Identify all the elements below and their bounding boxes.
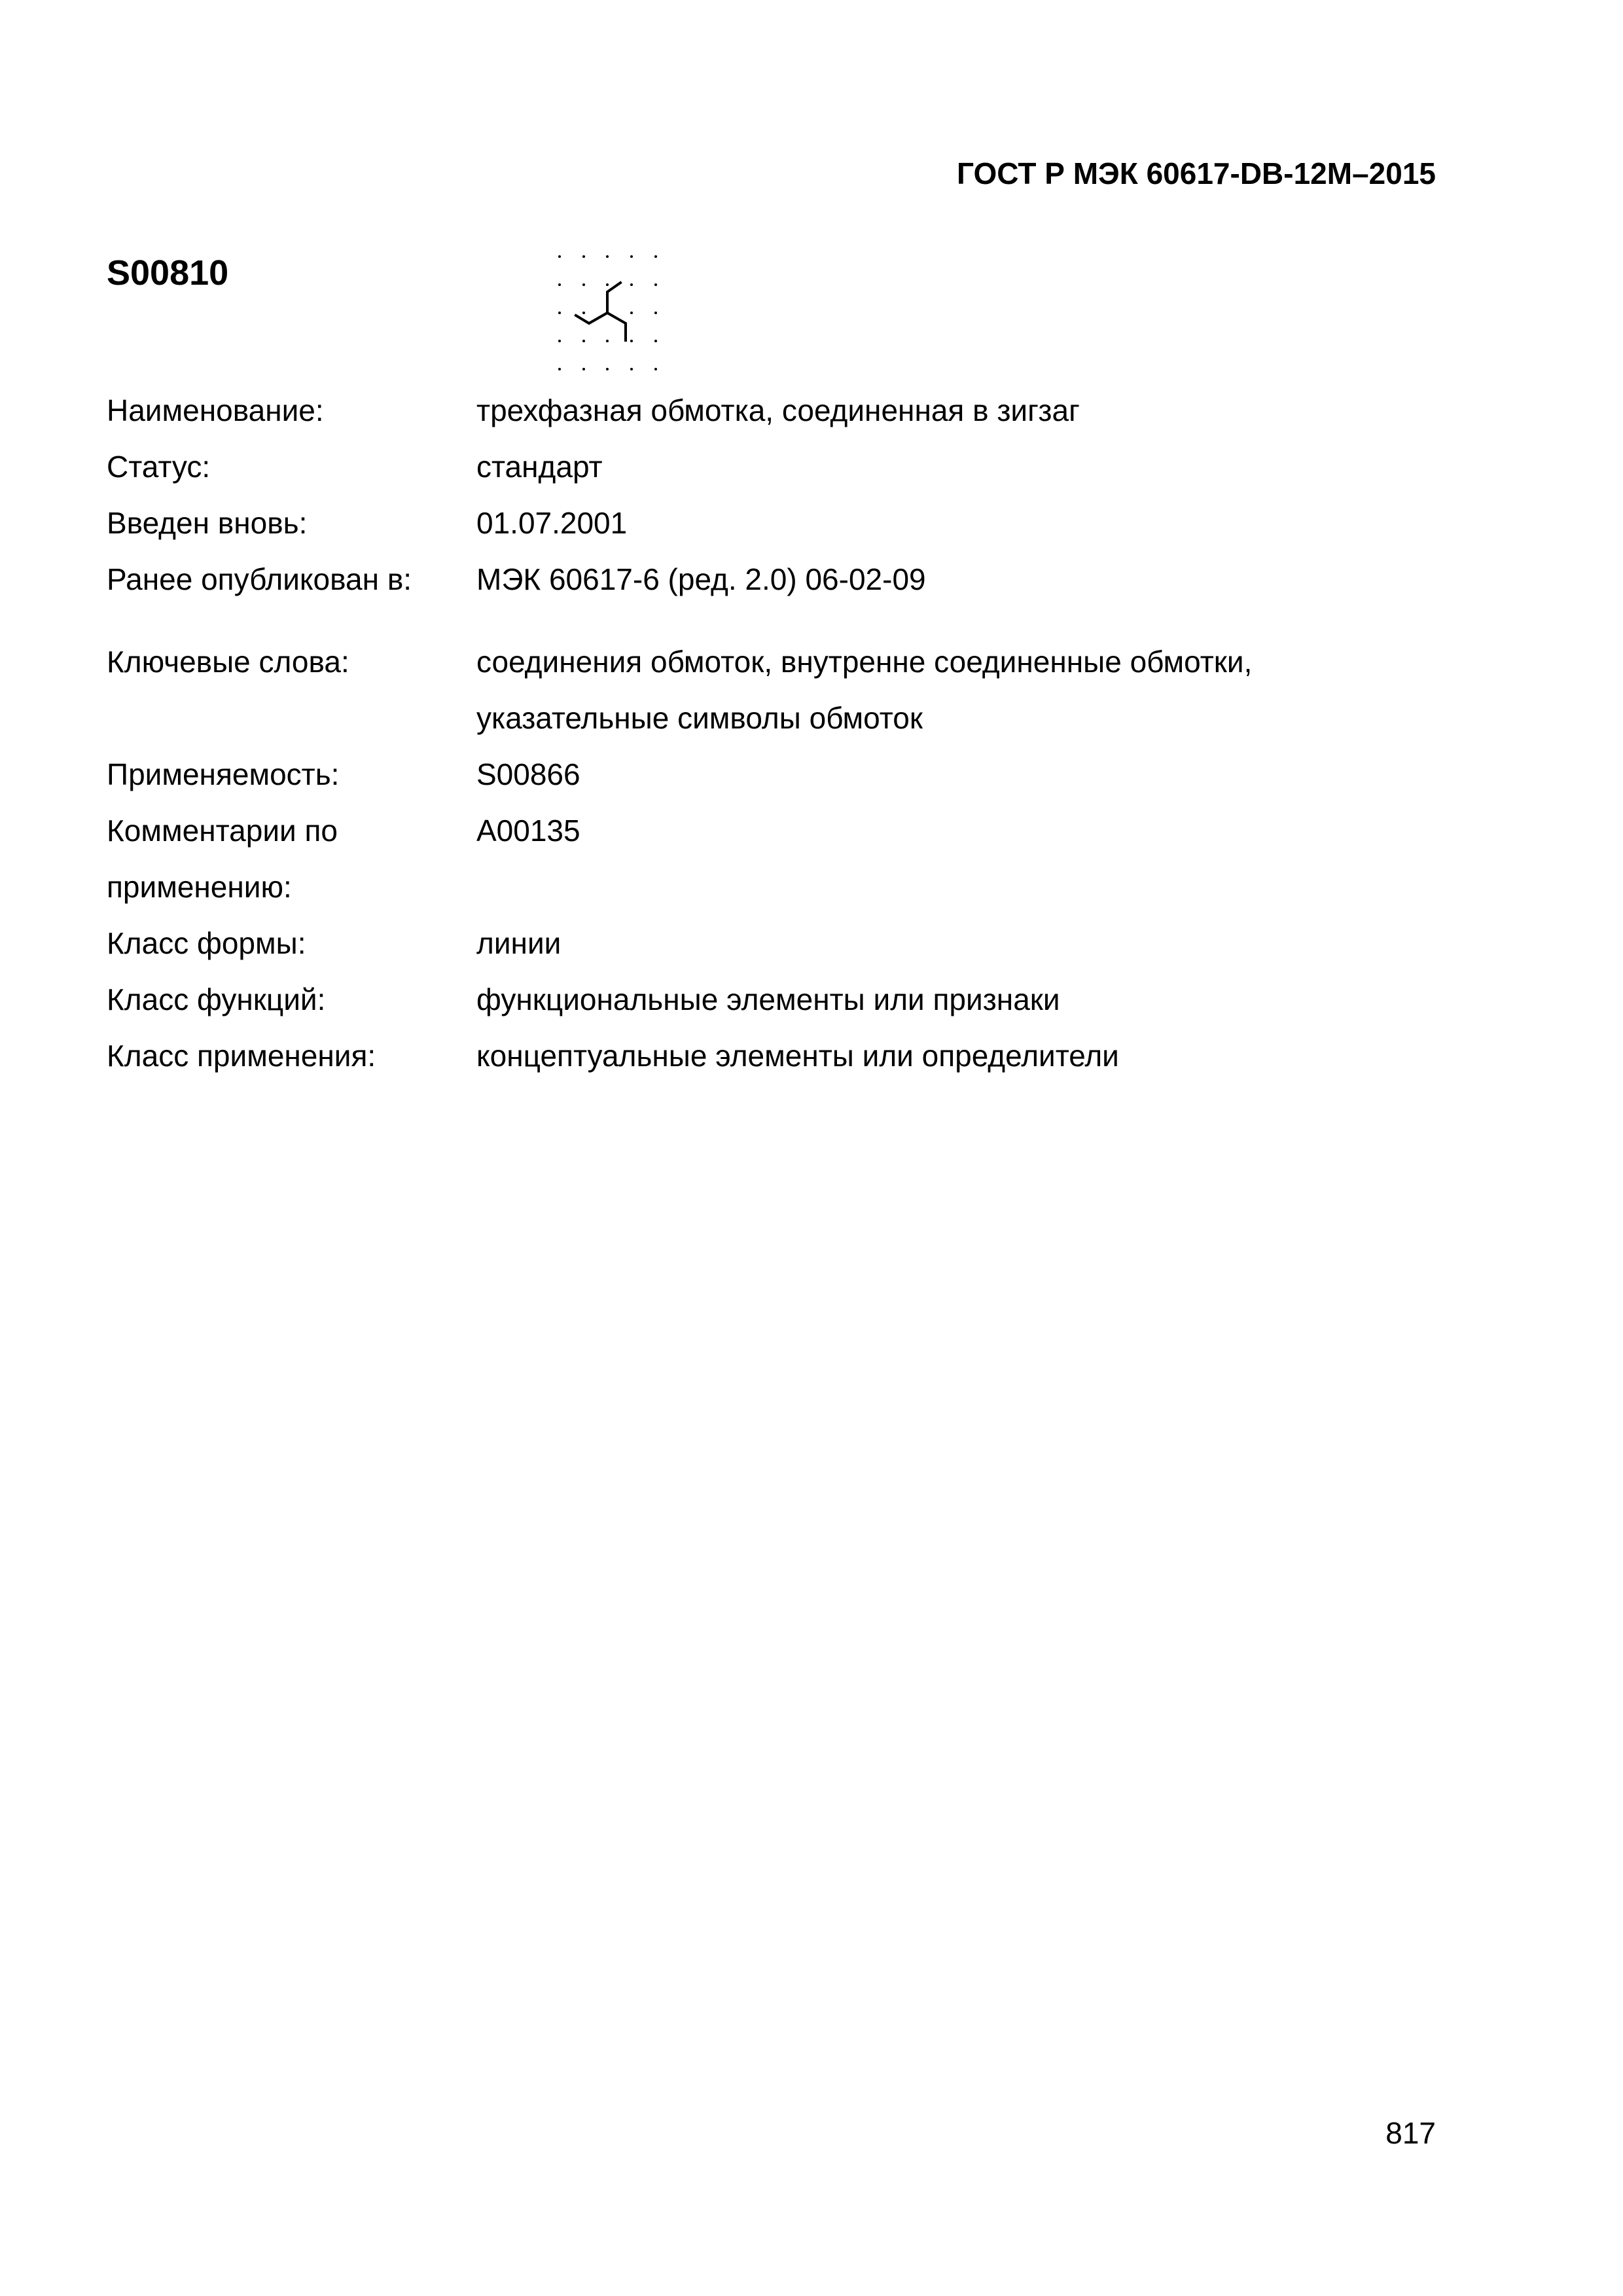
- property-value: трехфазная обмотка, соединенная в зигзаг: [476, 393, 1080, 427]
- property-label: Класс формы:: [107, 926, 306, 960]
- property-label: [107, 802, 476, 915]
- property-value: S00866: [476, 757, 580, 791]
- standard-code-header: ГОСТ Р МЭК 60617-DB-12M–2015: [957, 156, 1436, 190]
- property-value: [476, 634, 1455, 746]
- zigzag-lines: [576, 283, 626, 340]
- property-value: A00135: [476, 814, 580, 848]
- property-value: концептуальные элементы или определители: [476, 1039, 1119, 1073]
- property-label: Ключевые слова:: [107, 645, 349, 679]
- properties-table: [107, 382, 1455, 1084]
- property-label-line: Комментарии по: [107, 814, 338, 848]
- property-label: Применяемость:: [107, 757, 340, 791]
- property-value: МЭК 60617-6 (ред. 2.0) 06-02-09: [476, 562, 926, 596]
- property-value: линии: [476, 926, 562, 960]
- property-label: Класс функций:: [107, 982, 326, 1016]
- property-row-application-notes: [107, 802, 1455, 915]
- property-row-previously-published: [107, 551, 1455, 607]
- property-row-keywords: [107, 634, 1455, 746]
- property-row-application-class: [107, 1028, 1455, 1084]
- page-number: 817: [1385, 2116, 1436, 2150]
- property-row-status: [107, 439, 1455, 495]
- property-row-shape-class: [107, 915, 1455, 971]
- property-label-line: применению:: [107, 870, 292, 904]
- property-label: Класс применения:: [107, 1039, 376, 1073]
- three-phase-zigzag-winding-icon: [543, 249, 681, 380]
- property-row-applicability: [107, 746, 1455, 802]
- property-label: Ранее опубликован в:: [107, 562, 412, 596]
- property-value: 01.07.2001: [476, 506, 628, 540]
- property-row-function-class: [107, 971, 1455, 1028]
- symbol-id: S00810: [107, 253, 229, 293]
- property-value-line: соединения обмоток, внутренне соединенные обмотки,: [476, 645, 1253, 679]
- property-row-introduced: [107, 495, 1455, 551]
- property-value-line: указательные символы обмоток: [476, 701, 923, 735]
- property-label: Наименование:: [107, 393, 324, 427]
- property-row-name: [107, 382, 1455, 439]
- property-value: стандарт: [476, 450, 603, 484]
- property-value: функциональные элементы или признаки: [476, 982, 1060, 1016]
- property-label: Введен вновь:: [107, 506, 308, 540]
- property-label: Статус:: [107, 450, 211, 484]
